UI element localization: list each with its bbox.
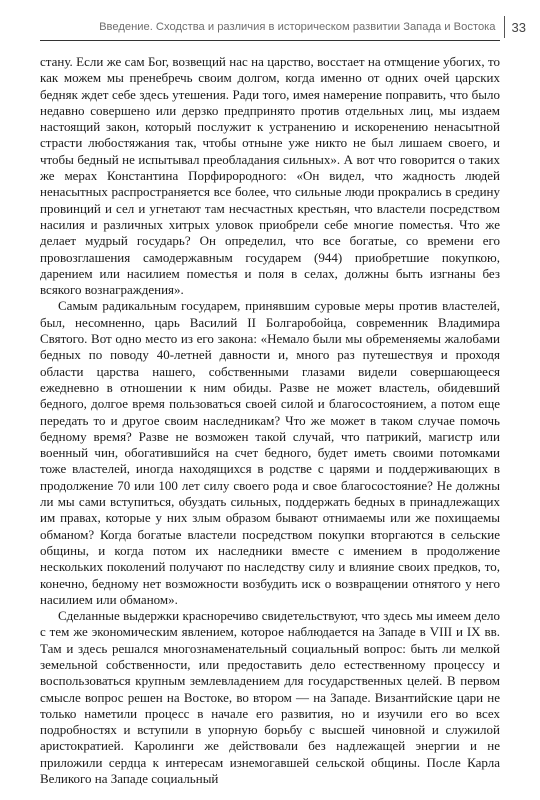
running-head-separator <box>504 16 505 38</box>
header-rule <box>40 40 500 41</box>
page-number: 33 <box>511 19 526 35</box>
paragraph: Самым радикальным государем, принявшим суровые меры против властелей, был, несомненно, царь Василий II Болгаробойца, современник Владимира Святого. Вот одно место из его закона: «Немало были мы обременяемы жалобами бедных по поводу 40-летней давности и, много раз путешествуя и проходя области царства нашего, собственными глазами видели совершающееся ежедневно в отношении к ним обиды. Разве не может властель, обидевший бедного, долгое время пользоваться своей силой и благосостоянием, а потом еще передать то и другое своим наследникам? Что же может в таком случае помочь бедному время? Разве не возможен такой случай, что патрикий, магистр или военный чин, обогатившийся на счет бедного, будет иметь своими потомками тоже властелей, иногда находящихся в родстве с царями и поддерживающих в продолжение 70 или 100 лет силу своего рода и свое благосостояние? Не должны ли мы сами вступиться, обуздать сильных, поддержать бедных в принадлежащих им правах, которые у них злым образом бывают отнимаемы или же похищаемы обманом? Когда богатые властели посредством покупки вторгаются в сельские общины, и когда потом их наследники вместе с имением в продолжение нескольких поколений получают по наследству силу и влияние своих предков, то, конечно, бедному нет возможности возбудить иск о возвращении отнятого у него насилием или обманом». <box>40 298 500 607</box>
body-text <box>40 54 500 787</box>
running-head-title: Введение. Сходства и различия в историческом развитии Запада и Востока <box>99 21 496 33</box>
paragraph: Сделанные выдержки красноречиво свидетельствуют, что здесь мы имеем дело с тем же экономическим явлением, которое наблюдается на Западе в VIII и IX вв. Там и здесь решался многознаменательный социальный вопрос: быть ли мелкой земельной собственности, или предоставить дело естественному процессу и воспользоваться крупным землевладением для государственных целей. В первом смысле вопрос решен на Востоке, во втором — на Западе. Византийские цари не только наметили процесс в начале его развития, но и изучили его во всех подробностях и вступили в упорную борьбу с высшей чиновной и служилой аристократией. Каролинги же действовали без надлежащей энергии и не приложили сердца к интересам изнемогавшей сельской общины. После Карла Великого на Западе социальный <box>40 608 500 787</box>
paragraph: стану. Если же сам Бог, возвещий нас на царство, восстает на отмщение убогих, то как можем мы пренебречь своим долгом, когда именно от одних очей царских бедняк ждет себе здесь утешения. Ради того, имея намерение поправить, что было недавно совершено или дерзко предпринято против отдельных лиц, мы издаем настоящий закон, который послужит к устранению и искоренению ненасытной страсти любостяжания так, чтобы отныне уже никто не был лишаем своего, и чтобы бедный не испытывал преобладания сильных». А вот что говорится о таких же мерах Константина Порфирородного: «Он видел, что жадность людей ненасытных распространяется все более, что сильные люди прокрались в средину провинций и сел и угнетают там несчастных крестьян, что властели посредством насилия и различных хитрых уловок приобрели себе многие поместья. Что же делает мудрый государь? Он определил, что все богатые, со времени его провозглашения самодержавным государем (944) приобретшие покупкою, дарением или насилием поместья и поля в селах, должны быть изгнаны без всякого вознаграждения». <box>40 54 500 298</box>
running-head <box>60 14 526 40</box>
